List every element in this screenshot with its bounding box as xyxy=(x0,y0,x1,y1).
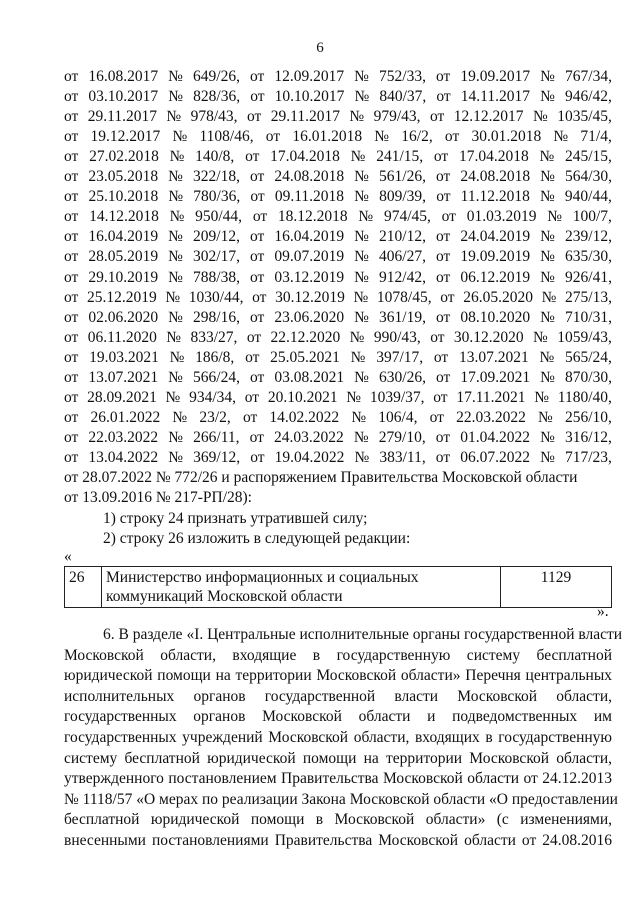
decree-token: 1030/44, xyxy=(188,288,244,306)
decree-token: от xyxy=(436,308,451,326)
decree-token: от xyxy=(64,228,79,246)
decree-row xyxy=(64,187,612,207)
decree-token: от xyxy=(64,128,79,146)
decree-token: 14.11.2017 xyxy=(460,88,530,106)
decree-token: 566/24, xyxy=(193,368,240,386)
decree-token: 565/24, xyxy=(565,348,612,366)
decree-token: 25.12.2019 xyxy=(86,288,157,306)
decree-token: 649/26, xyxy=(193,68,240,85)
decree-token: № xyxy=(168,428,184,446)
decree-token: № xyxy=(540,308,555,326)
decree-token: № xyxy=(539,148,555,166)
decree-token: от xyxy=(252,288,267,306)
decree-token: № xyxy=(166,328,182,346)
decree-token: № xyxy=(349,108,365,126)
decree-row xyxy=(64,348,612,368)
decree-token: от xyxy=(64,188,79,206)
decree-token: 19.04.2022 xyxy=(274,448,345,466)
decree-token: от xyxy=(64,148,79,166)
decree-token: № xyxy=(374,128,390,146)
table-row xyxy=(65,567,612,608)
page-number: 6 xyxy=(316,40,324,56)
decree-token: 23/2, xyxy=(199,408,231,426)
decree-token: 209/12, xyxy=(193,228,240,246)
decree-token: от xyxy=(436,188,451,206)
decree-token: 828/36, xyxy=(193,88,241,106)
decree-token: от xyxy=(440,288,455,306)
decree-token: от xyxy=(250,268,265,286)
decree-token: от xyxy=(433,148,449,166)
decree-token: № xyxy=(539,188,555,206)
decree-token: 19.03.2021 xyxy=(89,348,159,366)
decree-row xyxy=(64,448,612,468)
table-cell-name xyxy=(102,567,501,608)
decree-row xyxy=(64,408,612,428)
decree-token: 17.09.2021 xyxy=(460,368,531,386)
quote-close: ». xyxy=(597,603,609,620)
decree-token: 210/12, xyxy=(379,228,426,246)
decree-row xyxy=(64,67,612,87)
decree-token: 780/36, xyxy=(193,188,241,206)
decree-token: № xyxy=(354,448,370,466)
decree-token: от xyxy=(244,388,260,406)
decree-token: 13.07.2021 xyxy=(88,368,159,386)
decree-token: 383/11, xyxy=(379,448,426,466)
decree-token: 20.10.2021 xyxy=(267,388,338,406)
table-cell-name-line2: коммуникаций Московской области xyxy=(106,588,343,605)
decree-token: от xyxy=(430,108,445,126)
decree-token: 14.02.2022 xyxy=(269,408,340,426)
decree-token: от xyxy=(64,208,79,226)
decree-token: от xyxy=(242,408,258,426)
decree-token: 978/43, xyxy=(190,108,238,126)
decree-token: от xyxy=(430,328,445,346)
decree-token: от xyxy=(64,288,79,306)
decree-token: 24.08.2018 xyxy=(274,168,345,186)
decree-token: № xyxy=(172,408,188,426)
decree-token: № xyxy=(354,268,369,286)
decree-token: 08.10.2020 xyxy=(460,308,531,326)
decree-token: 239/12, xyxy=(565,228,612,246)
decree-token: 752/33, xyxy=(379,68,426,85)
decree-token: № xyxy=(172,128,188,146)
decree-token: 26.05.2020 xyxy=(463,288,533,306)
paragraph-6-line: систему бесплатной юридической помощи на территории Московской области, xyxy=(64,749,612,767)
decree-token: 17.04.2018 xyxy=(270,148,340,166)
decree-token: 1108/46, xyxy=(199,128,254,146)
decree-token: от xyxy=(265,128,281,146)
decree-token: от xyxy=(441,208,456,226)
decree-token: № xyxy=(354,368,369,386)
decree-row xyxy=(64,207,612,227)
decree-token: 24.04.2019 xyxy=(460,228,531,246)
decree-token: 302/17, xyxy=(193,248,240,266)
decree-token: от xyxy=(436,368,451,386)
decree-token: 28.09.2021 xyxy=(87,388,157,406)
decree-token: № xyxy=(358,208,374,226)
decree-token: № xyxy=(169,148,185,166)
decree-token: № xyxy=(534,388,550,406)
decree-token: № xyxy=(540,68,555,85)
decree-token: № xyxy=(532,108,548,126)
decree-token: № xyxy=(168,228,183,246)
decree-row xyxy=(64,308,612,328)
table-cell-num: 26 xyxy=(65,567,102,608)
decree-token: 03.10.2017 xyxy=(88,88,159,106)
decree-token: 406/27, xyxy=(379,248,426,266)
decree-token: 361/19, xyxy=(379,308,426,326)
decree-token: 14.12.2018 xyxy=(89,208,159,226)
decree-token: 564/30, xyxy=(565,168,612,186)
decree-row xyxy=(64,167,612,187)
decree-token: 30.12.2019 xyxy=(275,288,345,306)
decree-token: 833/27, xyxy=(190,328,238,346)
decree-token: 322/18, xyxy=(193,168,240,186)
quote-open: « xyxy=(64,548,72,565)
decree-token: 17.04.2018 xyxy=(458,148,529,166)
decree-token: 03.08.2021 xyxy=(274,368,345,386)
decree-token: 186/8, xyxy=(195,348,235,366)
decree-token: № xyxy=(349,328,365,346)
decree-token: от xyxy=(444,128,460,146)
paragraph-6-line: юридической помощи на территории Московской области» Перечня центральных xyxy=(64,667,612,685)
paragraph-6-line: 6. В разделе «I. Центральные исполнительные органы государственной власти xyxy=(103,626,623,643)
decree-token: № xyxy=(168,368,183,386)
decree-token: 940/44, xyxy=(564,188,612,206)
decree-token: от xyxy=(64,368,79,386)
decree-token: от xyxy=(64,388,79,406)
decree-token: 28.05.2019 xyxy=(88,248,159,266)
decree-token: № xyxy=(346,388,362,406)
decree-token: 974/45, xyxy=(383,208,431,226)
decree-token: № xyxy=(354,188,369,206)
decree-token: № xyxy=(354,88,370,106)
decree-token: от xyxy=(436,168,451,186)
decree-row xyxy=(64,328,612,348)
decree-token: от xyxy=(247,108,262,126)
decree-token: 25.05.2021 xyxy=(270,348,340,366)
decree-token: от xyxy=(250,368,265,386)
decree-token: от xyxy=(250,188,265,206)
decree-token: № xyxy=(350,148,366,166)
decree-token: № xyxy=(540,88,555,106)
decree-token: от xyxy=(246,328,262,346)
decree-token: 10.10.2017 xyxy=(274,88,345,106)
decree-row xyxy=(64,247,612,267)
decree-token: 1078/45, xyxy=(376,288,432,306)
decree-token: 561/26, xyxy=(379,168,426,186)
decree-token: № xyxy=(540,228,555,246)
decree-token: 12.12.2017 xyxy=(453,108,524,126)
decree-token: 1035/45, xyxy=(557,108,612,126)
decree-token: 912/42, xyxy=(379,268,426,286)
decree-token: 16.08.2017 xyxy=(88,68,159,85)
paragraph-6-line: внесенными постановлениями Правительства Московской области от 24.08.2016 xyxy=(64,832,612,849)
item-2: 2) строку 26 изложить в следующей редакции: xyxy=(103,530,411,547)
decree-token: 16/2, xyxy=(401,128,433,146)
decree-token: 635/30, xyxy=(565,248,612,266)
decree-token: 16.04.2019 xyxy=(274,228,345,246)
decree-row xyxy=(64,268,612,288)
decree-token: 809/39, xyxy=(379,188,427,206)
decree-token: № xyxy=(169,208,185,226)
decree-token: № xyxy=(166,108,182,126)
decree-token: № xyxy=(538,408,553,426)
decree-token: 13.04.2022 xyxy=(88,448,159,466)
decree-token: 788/38, xyxy=(193,268,240,286)
decree-list-end: от 28.07.2022 № 772/26 и распоряжением Правительства Московской области xyxy=(64,469,578,486)
decree-token: от xyxy=(436,248,451,266)
decree-token: № xyxy=(351,408,367,426)
decree-token: № xyxy=(540,368,555,386)
decree-token: 870/30, xyxy=(565,368,612,386)
decree-token: 01.04.2022 xyxy=(460,428,530,446)
decree-token: № xyxy=(354,168,369,186)
decree-token: № xyxy=(165,388,181,406)
decree-token: 1180/40, xyxy=(557,388,612,406)
decree-row xyxy=(64,428,612,448)
decree-token: 256/10, xyxy=(564,408,612,426)
decree-token: 26.01.2022 xyxy=(90,408,161,426)
decree-token: от xyxy=(64,448,79,466)
decree-token: № xyxy=(168,248,183,266)
decree-token: № xyxy=(169,348,185,366)
decree-token: № xyxy=(168,268,183,286)
decree-token: 106/4, xyxy=(378,408,418,426)
decree-token: 275/13, xyxy=(565,288,612,306)
decree-token: 25.10.2018 xyxy=(88,188,159,206)
decree-token: 23.05.2018 xyxy=(88,168,159,186)
decree-token: № xyxy=(541,288,557,306)
decree-token: от xyxy=(429,408,444,426)
paragraph-6-line: утвержденного постановлением Правительства Московской области от 24.12.2013 xyxy=(64,770,612,788)
decree-token: от xyxy=(250,448,265,466)
decree-token: № xyxy=(354,68,369,85)
decree-token: 990/43, xyxy=(373,328,421,346)
item-1: 1) строку 24 признать утратившей силу; xyxy=(103,510,368,527)
decree-token: от xyxy=(64,88,79,106)
decree-token: № xyxy=(168,88,184,106)
decree-token: 279/10, xyxy=(378,428,426,446)
decree-token: № xyxy=(547,208,562,226)
decree-token: от xyxy=(436,88,451,106)
decree-token: от xyxy=(250,68,265,85)
decree-token: 946/42, xyxy=(564,88,612,106)
decree-token: 241/15, xyxy=(376,148,424,166)
decree-token: 710/31, xyxy=(565,308,612,326)
decree-token: 24.08.2018 xyxy=(460,168,531,186)
decree-token: от xyxy=(250,228,265,246)
decree-row xyxy=(64,87,612,107)
decree-token: 934/34, xyxy=(189,388,237,406)
decree-token: от xyxy=(433,348,449,366)
decree-token: № xyxy=(533,328,548,346)
decree-token: № xyxy=(540,428,555,446)
decree-token: от xyxy=(64,168,79,186)
decree-token: от xyxy=(435,428,451,446)
decree-token: 140/8, xyxy=(195,148,235,166)
decree-token: 245/15, xyxy=(565,148,612,166)
decree-token: № xyxy=(168,188,184,206)
paragraph-6-line: государственных учреждений Московской области, входящих в государственную xyxy=(64,729,612,746)
decree-token: 298/16, xyxy=(193,308,240,326)
decree-token: 717/23, xyxy=(564,448,612,466)
paragraph-6-line: бесплатной юридической помощи в Московской области» (с изменениями, xyxy=(64,811,612,829)
decree-token: 369/12, xyxy=(193,448,241,466)
decree-token: № xyxy=(540,248,555,266)
decree-token: 23.06.2020 xyxy=(274,308,345,326)
paragraph-6-line: государственных органов Московской области и подведомственных им xyxy=(64,708,612,726)
decree-token: № xyxy=(165,288,181,306)
decree-token: 16.04.2019 xyxy=(88,228,159,246)
decree-token: № xyxy=(353,288,369,306)
decree-token: № xyxy=(354,308,369,326)
decree-list-end-2: от 13.09.2016 № 217-РП/28): xyxy=(64,489,252,506)
decree-token: 71/4, xyxy=(580,128,612,146)
decree-token: № xyxy=(168,308,183,326)
decree-token: 29.11.2017 xyxy=(270,108,340,126)
decree-token: № xyxy=(168,68,183,85)
decree-token: № xyxy=(353,428,369,446)
decree-token: от xyxy=(250,248,265,266)
paragraph-6-line: Московской области, входящие в государственную систему бесплатной xyxy=(64,646,612,664)
decree-token: 950/44, xyxy=(195,208,243,226)
decree-token: 1059/43, xyxy=(557,328,612,346)
decree-token: 13.07.2021 xyxy=(458,348,529,366)
decree-row xyxy=(64,127,612,147)
decree-token: 02.06.2020 xyxy=(88,308,159,326)
decree-token: 06.07.2022 xyxy=(460,448,530,466)
decree-token: 22.03.2022 xyxy=(88,428,159,446)
decree-token: от xyxy=(436,228,451,246)
decree-token: 09.07.2019 xyxy=(274,248,345,266)
decree-token: от xyxy=(64,328,79,346)
decree-token: № xyxy=(540,448,555,466)
decree-row xyxy=(64,227,612,247)
decree-token: от xyxy=(64,268,79,286)
decree-token: от xyxy=(436,268,451,286)
decree-token: от xyxy=(250,308,265,326)
decree-token: 19.09.2019 xyxy=(460,248,531,266)
table-cell-value: 1129 xyxy=(501,567,612,608)
decree-token: 12.09.2017 xyxy=(274,68,345,85)
decree-token: 24.03.2022 xyxy=(274,428,344,446)
decree-token: № xyxy=(539,348,555,366)
decree-token: от xyxy=(250,168,265,186)
decree-token: 18.12.2018 xyxy=(277,208,348,226)
decree-row xyxy=(64,368,612,388)
decree-token: от xyxy=(64,68,79,85)
decree-token: 630/26, xyxy=(379,368,426,386)
decree-token: 01.03.2019 xyxy=(466,208,537,226)
decree-token: 06.11.2020 xyxy=(87,328,157,346)
decree-row xyxy=(64,107,612,127)
decree-token: от xyxy=(64,108,79,126)
decree-token: от xyxy=(64,248,79,266)
decree-token: 17.11.2021 xyxy=(456,388,526,406)
decree-token: № xyxy=(354,228,369,246)
table-cell-name-line1: Министерство информационных и социальных xyxy=(106,569,419,586)
decree-token: 22.12.2020 xyxy=(270,328,341,346)
decree-token: от xyxy=(245,348,260,366)
decree-token: 19.09.2017 xyxy=(460,68,531,85)
decree-token: 979/43, xyxy=(373,108,421,126)
paragraph-6-line: исполнительных органов государственной власти Московской области, xyxy=(64,687,612,705)
decree-token: от xyxy=(249,428,264,446)
decree-token: 316/12, xyxy=(564,428,612,446)
decree-token: № xyxy=(168,448,184,466)
decree-token: от xyxy=(433,388,448,406)
decree-token: 397/17, xyxy=(376,348,424,366)
decree-token: 29.11.2017 xyxy=(87,108,157,126)
decree-token: от xyxy=(64,428,79,446)
decree-token: 16.01.2018 xyxy=(292,128,363,146)
decree-token: 03.12.2019 xyxy=(274,268,345,286)
decree-token: № xyxy=(168,168,183,186)
amendment-table xyxy=(64,566,612,608)
decree-token: 30.12.2020 xyxy=(453,328,524,346)
decree-token: № xyxy=(540,268,555,286)
decree-token: № xyxy=(540,168,555,186)
decree-token: от xyxy=(64,408,79,426)
decree-token: 06.12.2019 xyxy=(460,268,531,286)
decree-token: от xyxy=(436,68,451,85)
decree-token: 29.10.2019 xyxy=(88,268,159,286)
decree-token: от xyxy=(252,208,268,226)
decree-token: 09.11.2018 xyxy=(274,188,345,206)
decree-token: 767/34, xyxy=(565,68,612,85)
decree-token: 19.12.2017 xyxy=(90,128,161,146)
decree-token: 840/37, xyxy=(379,88,427,106)
decree-token: от xyxy=(435,448,451,466)
paragraph-6-line: № 1118/57 «О мерах по реализации Закона Московской области «О предоставлении xyxy=(64,790,618,808)
decree-row xyxy=(64,147,612,167)
decree-token: 100/7, xyxy=(572,208,612,226)
decree-token: от xyxy=(245,148,260,166)
decree-token: от xyxy=(64,308,79,326)
decree-token: 926/41, xyxy=(565,268,612,286)
decree-token: № xyxy=(354,248,369,266)
decree-token: от xyxy=(64,348,79,366)
decree-token: 11.12.2018 xyxy=(460,188,530,206)
decree-token: 30.01.2018 xyxy=(471,128,542,146)
decree-row xyxy=(64,288,612,308)
decree-token: 1039/37, xyxy=(369,388,425,406)
decree-token: 27.02.2018 xyxy=(89,148,159,166)
decree-token: 22.03.2022 xyxy=(456,408,526,426)
decree-token: № xyxy=(553,128,569,146)
decree-token: 266/11, xyxy=(193,428,240,446)
decree-row xyxy=(64,388,612,408)
decree-token: от xyxy=(250,88,265,106)
decree-token: № xyxy=(350,348,366,366)
